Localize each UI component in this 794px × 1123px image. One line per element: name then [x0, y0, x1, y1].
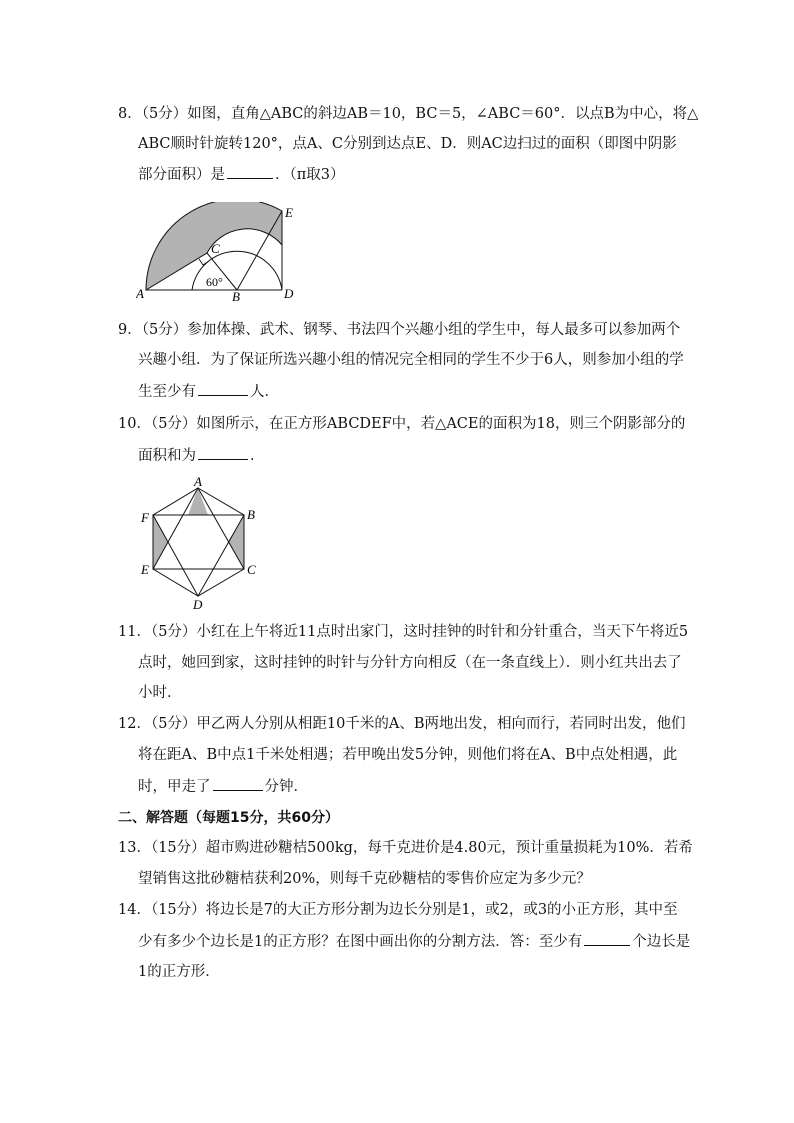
q14-line-3: 1的正方形．	[138, 964, 220, 980]
q10-line-2	[138, 445, 265, 466]
q8-angle-label: 60°	[206, 275, 223, 289]
q10-line-1: 10．（5分）如图所示，在正方形ABCDEF中，若△ACE的面积为18，则三个阴影部分的	[118, 416, 686, 432]
q12-line-3-tail: 分钟．	[264, 779, 308, 795]
q10-shaded-left	[153, 515, 168, 569]
q12-line-2: 将在距A、B中点1千米处相遇；若甲晚出发5分钟，则他们将在A、B中点处相遇，此	[138, 747, 678, 763]
q10-line-2-tail: ．	[250, 448, 265, 464]
q12-line-3	[138, 776, 308, 797]
q8-figure	[136, 202, 306, 302]
answer-blank	[213, 776, 263, 791]
q14-line-2-text: 少有多少个边长是1的正方形？在图中画出你的分割方法．答：至少有	[138, 934, 583, 950]
q8-line-3-tail: ．（π取3）	[275, 167, 345, 183]
answer-blank	[584, 931, 630, 946]
q10-label-d: D	[193, 597, 203, 612]
q13-line-2: 望销售这批砂糖桔获利20%，则每千克砂糖桔的零售价应定为多少元？	[138, 871, 591, 887]
answer-blank	[198, 445, 248, 460]
q10-shaded-right	[228, 515, 244, 569]
q9-line-3	[138, 381, 279, 402]
q8-line-1: 8．（5分）如图，直角△ABC的斜边AB＝10，BC＝5，∠ABC＝60°．以点B为中心，将△	[118, 106, 699, 122]
q11-line-1: 11．（5分）小红在上午将近11点时出家门，这时挂钟的时针和分针重合，当天下午将近5	[118, 624, 689, 640]
q14-line-2	[138, 931, 690, 952]
q10-label-f: F	[141, 510, 149, 525]
q11-line-2: 点时，她回到家，这时挂钟的时针与分针方向相反（在一条直线上）．则小红共出去了	[138, 655, 682, 671]
answer-blank	[227, 164, 273, 179]
q8-right-angle-mark	[199, 259, 209, 265]
q8-line-3	[138, 164, 345, 185]
q8-label-e: E	[285, 205, 293, 220]
q12-line-1: 12．（5分）甲乙两人分别从相距10千米的A、B两地出发，相向而行，若同时出发，他们	[118, 716, 686, 732]
q8-label-d: D	[284, 286, 294, 301]
q8-label-c: C	[211, 241, 220, 256]
q10-label-b: B	[247, 507, 255, 522]
q10-label-e: E	[141, 562, 149, 577]
q9-line-2: 兴趣小组．为了保证所选兴趣小组的情况完全相同的学生不少于6人，则参加小组的学	[138, 352, 684, 368]
q9-line-1: 9．（5分）参加体操、武术、钢琴、书法四个兴趣小组的学生中，每人最多可以参加两个	[118, 322, 681, 338]
q8-label-b: B	[232, 289, 240, 302]
answer-blank	[198, 381, 248, 396]
q8-line-3-text: 部分面积）是	[138, 167, 225, 183]
q8-label-a: A	[136, 286, 144, 301]
section-heading: 二、解答题（每题15分，共60分）	[118, 810, 339, 826]
q10-label-a: A	[194, 474, 202, 489]
q14-line-1: 14．（15分）将边长是7的大正方形分割为边长分别是1，或2，或3的小正方形，其中至	[118, 902, 678, 918]
q12-line-3-text: 时，甲走了	[138, 779, 211, 795]
q13-line-1: 13．（15分）超市购进砂糖桔500kg，每千克进价是4.80元，预计重量损耗为10%．若希	[118, 840, 693, 856]
q9-line-3-text: 生至少有	[138, 384, 196, 400]
q8-line-2: ABC顺时针旋转120°，点A、C分别到达点E、D．则AC边扫过的面积（即图中阴影	[138, 136, 677, 152]
q14-line-2-tail: 个边长是	[632, 934, 691, 950]
q10-triangle-fbd	[153, 515, 244, 596]
q10-figure	[136, 473, 266, 613]
q9-line-3-tail: 人．	[250, 384, 279, 400]
q11-line-3: 小时．	[138, 685, 182, 701]
q10-label-c: C	[247, 562, 256, 577]
q10-line-2-text: 面积和为	[138, 448, 196, 464]
